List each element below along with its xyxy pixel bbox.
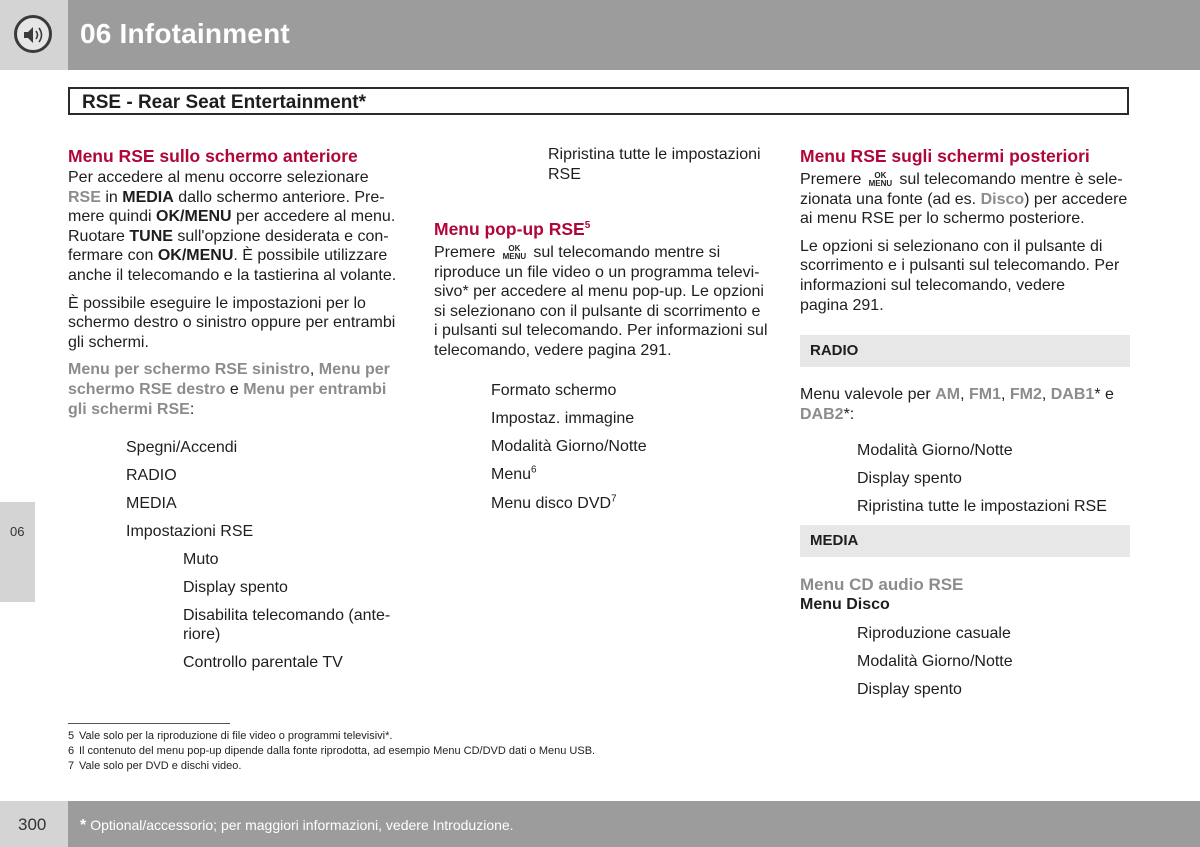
term-tune: TUNE bbox=[129, 227, 173, 245]
term-media: MEDIA bbox=[122, 188, 174, 206]
footnote bbox=[68, 759, 241, 773]
text-fragment: Menu valevole per bbox=[800, 386, 936, 403]
footnote-divider bbox=[68, 723, 230, 724]
text-fragment: Premere bbox=[434, 244, 496, 261]
text-line: i pulsanti sul telecomando. Per informazioni sul bbox=[434, 322, 768, 340]
term-fm2: FM2 bbox=[1009, 386, 1042, 403]
radio-section-label: RADIO bbox=[810, 342, 859, 359]
text-fragment: *: bbox=[843, 405, 855, 423]
list-subitem: Disabilita telecomando (ante- bbox=[183, 607, 391, 624]
footnote-text: Il contenuto del menu pop-up dipende dalla fonte riprodotta, ad esempio Menu CD/DVD dati o Menu USB. bbox=[79, 745, 596, 757]
footnote-ref: 5 bbox=[584, 220, 591, 232]
text-line: anche il telecomando e la tastierina al volante. bbox=[68, 266, 397, 284]
text-line bbox=[434, 243, 774, 263]
footnote-ref: 6 bbox=[531, 464, 537, 476]
list-item: Ripristina tutte le impostazioni RSE bbox=[857, 498, 1107, 515]
footer-bar bbox=[68, 801, 1200, 847]
term-dab1: DAB1 bbox=[1050, 386, 1095, 403]
text-fragment: , bbox=[1000, 386, 1010, 403]
footnote-ref: 7 bbox=[611, 493, 617, 505]
radio-section-bar bbox=[800, 335, 1130, 367]
text-line bbox=[800, 170, 1140, 190]
chapter-side-tab-label: 06 bbox=[10, 524, 25, 539]
text-line: informazioni sul telecomando, vedere bbox=[800, 276, 1066, 294]
text-line bbox=[68, 188, 408, 208]
text-fragment: Premere bbox=[800, 171, 862, 188]
heading-cd-audio: Menu CD audio RSE bbox=[800, 575, 964, 594]
ok-icon-label: OK bbox=[508, 243, 521, 253]
list-item: MEDIA bbox=[126, 495, 177, 512]
text-line: gli schermi. bbox=[68, 333, 149, 351]
text-line: Per accedere al menu occorre selezionare bbox=[68, 169, 369, 186]
text-line: sivo* per accedere al menu pop-up. Le opzioni bbox=[434, 283, 764, 301]
list-item: Impostazioni RSE bbox=[126, 523, 254, 540]
asterisk-mark: * bbox=[80, 817, 87, 834]
text-line: si selezionano con il pulsante di scorrimento e bbox=[434, 302, 761, 320]
text-line: Ripristina tutte le impostazioni bbox=[548, 146, 761, 163]
ok-icon-label: OK bbox=[874, 170, 887, 180]
term-menu-both: gli schermi RSE bbox=[68, 400, 190, 418]
text-fragment: * e bbox=[1094, 386, 1114, 403]
paragraph-radio-sources bbox=[800, 385, 1140, 424]
text-fragment: , bbox=[1041, 386, 1051, 403]
text-line: pagina 291. bbox=[800, 296, 884, 314]
text-line: Le opzioni si selezionano con il pulsante di bbox=[800, 237, 1103, 255]
list-item-text: Modalità Giorno/Notte bbox=[491, 438, 647, 455]
footnote-text: Vale solo per la riproduzione di file video o programmi televisivi*. bbox=[79, 730, 393, 742]
footer-note bbox=[80, 817, 514, 835]
text-line bbox=[800, 385, 1140, 405]
footnote-number: 7 bbox=[68, 760, 75, 772]
term-ok-menu: OK/MENU bbox=[157, 247, 234, 265]
term-menu-right: Menu per bbox=[318, 361, 390, 379]
term-menu-left: Menu per schermo RSE sinistro bbox=[68, 361, 310, 379]
list-item bbox=[491, 437, 647, 457]
list-item bbox=[491, 494, 617, 514]
list-subitem: Display spento bbox=[183, 579, 288, 596]
list-item: Modalità Giorno/Notte bbox=[857, 653, 1013, 670]
text-fragment: , bbox=[309, 361, 319, 379]
text-line bbox=[68, 400, 408, 420]
text-fragment: mere quindi bbox=[68, 208, 157, 226]
text-fragment: zionata una fonte (ad es. bbox=[800, 190, 981, 208]
text-fragment: per accedere al menu. bbox=[231, 208, 396, 226]
column-left bbox=[68, 145, 408, 419]
text-fragment: sul telecomando mentre si bbox=[533, 244, 721, 261]
text-fragment: ) per accedere bbox=[1024, 190, 1128, 208]
heading-rear-menu: Menu RSE sugli schermi posteriori bbox=[800, 146, 1090, 166]
speaker-icon bbox=[14, 15, 52, 53]
list-item-text: Menu bbox=[491, 466, 532, 483]
chapter-header bbox=[68, 0, 1200, 70]
section-title-box bbox=[68, 87, 1129, 115]
list-subitem: Controllo parentale TV bbox=[183, 654, 343, 671]
text-line bbox=[68, 207, 408, 227]
column-middle bbox=[434, 218, 774, 361]
text-line: scorrimento e i pulsanti sul telecomando. Per bbox=[800, 257, 1120, 275]
text-line: riproduce un file video o un programma televi- bbox=[434, 263, 760, 281]
list-item-text: Impostaz. immagine bbox=[491, 410, 635, 427]
list-item: Modalità Giorno/Notte bbox=[857, 442, 1013, 459]
heading-front-menu: Menu RSE sullo schermo anteriore bbox=[68, 146, 358, 166]
paragraph-access bbox=[68, 168, 408, 286]
text-line bbox=[68, 227, 408, 247]
chapter-side-tab bbox=[0, 502, 35, 602]
text-line bbox=[800, 405, 1140, 425]
ok-menu-icon bbox=[865, 172, 895, 188]
text-line bbox=[800, 190, 1140, 210]
footnote bbox=[68, 744, 595, 758]
term-menu-both: Menu per entrambi bbox=[243, 380, 387, 398]
text-fragment: e bbox=[225, 380, 244, 398]
paragraph-popup bbox=[434, 243, 774, 361]
column-right bbox=[800, 145, 1140, 315]
text-fragment: : bbox=[189, 400, 195, 418]
term-disco: Disco bbox=[980, 190, 1025, 208]
list-item: Riproduzione casuale bbox=[857, 625, 1011, 642]
term-am: AM bbox=[935, 386, 961, 403]
list-item: Display spento bbox=[857, 470, 962, 487]
paragraph-rear-access bbox=[800, 170, 1140, 229]
heading-popup-menu bbox=[434, 218, 774, 240]
list-item: RADIO bbox=[126, 467, 177, 484]
list-item-text: Formato schermo bbox=[491, 382, 617, 399]
text-line bbox=[68, 380, 408, 400]
paragraph-rear-options bbox=[800, 237, 1140, 315]
header-icon-area bbox=[0, 0, 68, 70]
term-fm1: FM1 bbox=[968, 386, 1001, 403]
text-fragment: . È possibile utilizzare bbox=[233, 247, 388, 265]
list-item bbox=[548, 145, 761, 184]
footer-note-text: Optional/accessorio; per maggiori informazioni, vedere Introduzione. bbox=[90, 817, 514, 833]
text-line bbox=[68, 246, 408, 266]
text-fragment: fermare con bbox=[68, 247, 158, 265]
text-line: schermo destro o sinistro oppure per entrambi bbox=[68, 314, 396, 332]
text-line: RSE bbox=[548, 165, 581, 183]
text-fragment: , bbox=[960, 386, 969, 403]
ok-menu-icon bbox=[499, 245, 529, 261]
chapter-title: 06 Infotainment bbox=[80, 18, 290, 49]
page-number-box bbox=[0, 801, 68, 847]
heading-disc-menu: Menu Disco bbox=[800, 595, 890, 613]
footnote-text: Vale solo per DVD e dischi video. bbox=[79, 760, 242, 772]
text-line: telecomando, vedere pagina 291. bbox=[434, 341, 672, 359]
menu-icon-label: MENU bbox=[868, 178, 893, 188]
term-menu-right: schermo RSE destro bbox=[68, 380, 226, 398]
term-ok-menu: OK/MENU bbox=[156, 208, 232, 226]
section-title: RSE - Rear Seat Entertainment* bbox=[82, 92, 367, 113]
footnote bbox=[68, 729, 392, 743]
heading-text: Menu pop-up RSE bbox=[434, 219, 585, 239]
media-headings bbox=[800, 575, 1140, 614]
menu-icon-label: MENU bbox=[502, 251, 527, 261]
text-line: ai menu RSE per lo schermo posteriore. bbox=[800, 210, 1085, 228]
footnote-number: 5 bbox=[68, 730, 75, 742]
footnote-number: 6 bbox=[68, 745, 75, 757]
media-section-label: MEDIA bbox=[810, 532, 859, 549]
term-rse: RSE bbox=[68, 188, 101, 206]
page-number: 300 bbox=[18, 815, 47, 834]
list-subitem: Muto bbox=[183, 551, 219, 568]
text-fragment: in bbox=[100, 188, 123, 206]
list-item: Display spento bbox=[857, 681, 962, 698]
list-item-text: Menu disco DVD bbox=[491, 495, 612, 512]
term-dab2: DAB2 bbox=[800, 405, 844, 423]
text-line bbox=[68, 360, 408, 380]
list-item: Spegni/Accendi bbox=[126, 439, 238, 456]
text-fragment: dallo schermo anteriore. Pre- bbox=[173, 188, 385, 206]
list-item bbox=[491, 465, 537, 485]
list-item bbox=[491, 381, 616, 401]
text-fragment: Ruotare bbox=[68, 227, 130, 245]
list-item bbox=[491, 409, 634, 429]
list-subitem: riore) bbox=[183, 626, 221, 643]
text-fragment: sull'opzione desiderata e con- bbox=[172, 227, 389, 245]
text-fragment: sul telecomando mentre è sele- bbox=[899, 171, 1123, 188]
paragraph-menus bbox=[68, 360, 408, 419]
text-line: È possibile eseguire le impostazioni per lo bbox=[68, 294, 366, 312]
media-section-bar bbox=[800, 525, 1130, 557]
paragraph-settings bbox=[68, 294, 408, 353]
